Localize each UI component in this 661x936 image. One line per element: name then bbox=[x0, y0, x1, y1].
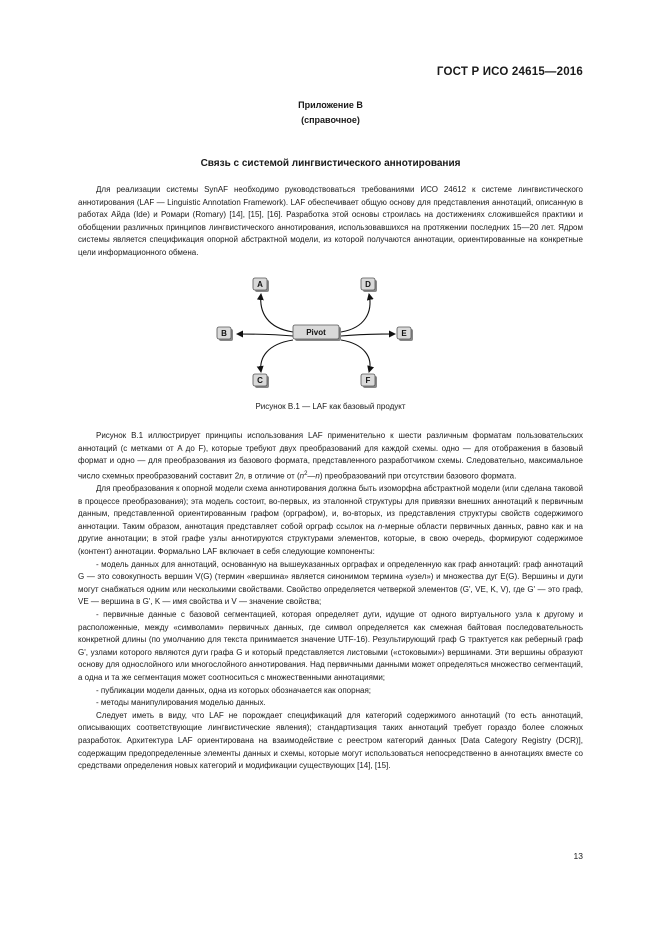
node-f bbox=[361, 374, 377, 388]
page-number: 13 bbox=[573, 851, 583, 861]
list-item-primary-data: - первичные данные с базовой сегментацией, которая определяет дуги, идущие от одного виртуального узла к другому и расположенные, между «символами» первичных данных, где символ определяется как смежная байтовая последовательность конкретной длины (по умолчанию для текста принимается значение UTF-16). Результирующий граф G трактуется как реберный граф G', узлами которого являются дуги графа G и который представляется листовыми («стоковыми») вершинами. Эти вершины образуют основу для однослойного или многослойного аннотирования. Над первичными данными может определяться множество сегментаций, а одна и та же сегментация может соотноситься с множественными аннотациями; bbox=[78, 609, 583, 682]
paragraph-dcr: Следует иметь в виду, что LAF не порождает спецификаций для категорий содержимого аннотаций (то есть аннотаций, описывающих соответствующие лингвистические явления); стандартизация таких аннотаций требует гораздо более сложных разработок. Архитектура LAF ориентирована на взаимодействие с реестром категорий данных [Data Category Registry (DCR)], содержащим предопределенные элементы данных и схемы, которые могут использоваться непосредственно в аннотациях вместе со средствами определения новых категорий и модификации существующих [14], [15]. bbox=[78, 710, 583, 771]
arrow-to-e bbox=[341, 334, 395, 336]
node-d bbox=[361, 278, 377, 292]
arrow-to-c bbox=[261, 340, 293, 372]
standard-header: ГОСТ Р ИСО 24615—2016 bbox=[436, 66, 583, 78]
node-d-label: D bbox=[365, 280, 371, 289]
arrow-to-a bbox=[261, 294, 293, 332]
list-item-methods: - методы манипулирования моделью данных. bbox=[96, 698, 266, 708]
node-b bbox=[217, 327, 233, 341]
body-text bbox=[78, 430, 583, 773]
arrow-to-b bbox=[237, 334, 293, 336]
list-item-data-model: - модель данных для аннотаций, основанную на вышеуказанных орграфах и определенную как граф аннотаций: граф аннотаций G — это совокупность вершин V(G) (термин «вершина» является синонимом термина «узел») и множества дуг E(G). Вершины и дуги могут снабжаться одним или несколькими свойствами. Свойство определяется четверкой элементов (G', VE, K, V), где G' — это граф, VE — вершина в G', K — имя свойства и V — значение свойства; bbox=[78, 559, 583, 607]
node-e bbox=[397, 327, 413, 341]
appendix-title: Приложение В bbox=[298, 100, 363, 110]
section-title: Связь с системой лингвистического аннотирования bbox=[200, 158, 461, 169]
paragraph-pivot-model: Для преобразования к опорной модели схема аннотирования должна быть изоморфна абстрактной модели (или сделана таковой в процессе преобразования); эта модель состоит, во-первых, из эталонной структуры для привязки внешних аннотаций к первичным данным, представленной ориентированным графом (орграфом), и, во-вторых, из представления структуры свойств содержимого аннотации. Таким образом, аннотация представляет собой орграф ссылок на n-мерные области первичных данных, равно как и на другие аннотации; в этой графе узлы аннотируются структурами элементов, которые, в свою очередь, формируют содержимое (контент) аннотации. Формально LAF включает в себя следующие компоненты: bbox=[78, 484, 583, 556]
arrow-to-f bbox=[341, 340, 370, 372]
appendix-subtitle: (справочное) bbox=[301, 115, 360, 125]
node-b-label: B bbox=[221, 329, 227, 338]
paragraph-figure-explanation: Рисунок В.1 иллюстрирует принципы использования LAF применительно к шести различным форматам пользовательских аннотаций (с метками от A до F), которые требуют двух преобразований для каждой схемы. одно — для отображения в базовый формат и одно — для преобразования из базового формата, представленного разработчиком схемы. Следовательно, максимальное число схемных преобразований составит 2n, в отличие от $(n^2—n)$ преобразований при отсутствии базового формата. bbox=[78, 431, 583, 481]
arrow-to-d bbox=[341, 294, 370, 332]
node-c-label: C bbox=[257, 376, 263, 385]
node-c bbox=[253, 374, 269, 388]
pivot-node bbox=[293, 325, 341, 341]
intro-paragraph bbox=[78, 184, 583, 260]
appendix-heading bbox=[0, 98, 661, 128]
list-item-serializations: - публикации модели данных, одна из которых обозначается как опорная; bbox=[96, 685, 371, 695]
figure-caption: Рисунок В.1 — LAF как базовый продукт bbox=[255, 402, 406, 411]
laf-pivot-diagram bbox=[201, 272, 461, 396]
intro-text: Для реализации системы SynAF необходимо руководствоваться требованиями ИСО 24612 к системе лингвистического аннотирования (LAF — Linguistic Annotation Framework). LAF обеспечивает общую основу для представления аннотаций, описанную в работах Айда (Ide) и Ромари (Romary) [14], [15], [16]. Разработка этой основы строилась на достижениях сложившейся практики и обобщении различных принципов лингвистического аннотирования, использовавшихся на протяжении последних 15—20 лет. Ядром системы является спецификация опорной абстрактной модели, из которой получаются аннотации, ориентированные на конкретные цели информационного обмена. bbox=[78, 185, 583, 257]
node-e-label: E bbox=[401, 329, 407, 338]
pivot-label: Pivot bbox=[306, 328, 326, 337]
node-a bbox=[253, 278, 269, 292]
node-a-label: A bbox=[257, 280, 263, 289]
node-f-label: F bbox=[365, 376, 371, 385]
